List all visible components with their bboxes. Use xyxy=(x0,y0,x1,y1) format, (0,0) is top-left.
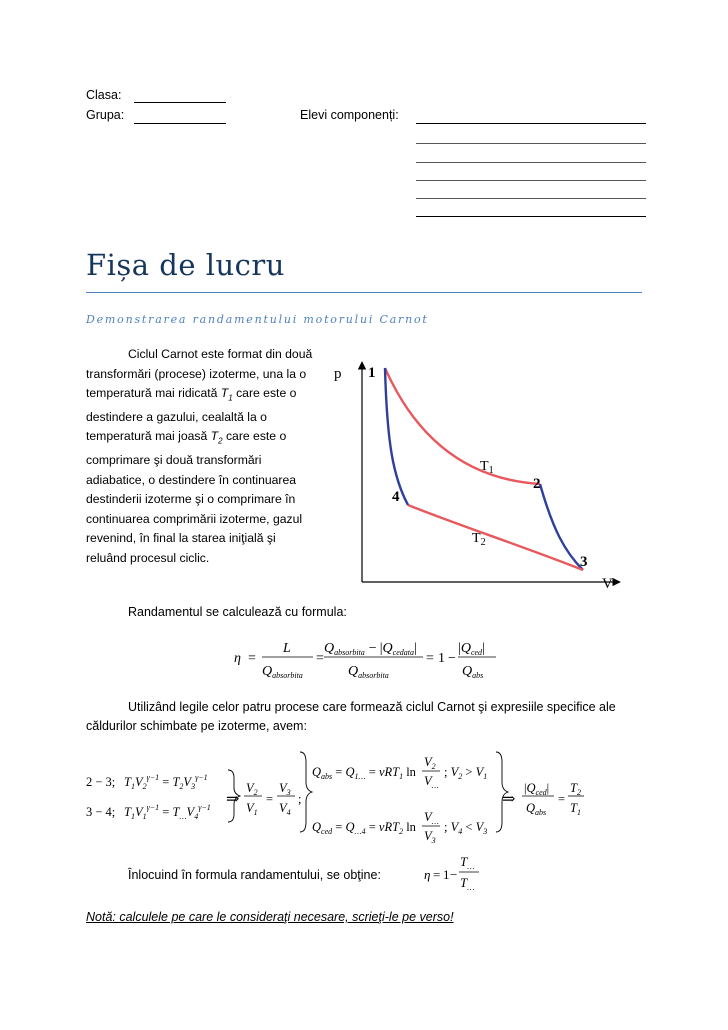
q-num-3-sub: ced xyxy=(470,648,483,657)
svg-text:T… xyxy=(460,875,474,892)
svg-text:V3: $V_3$ xyxy=(424,829,436,844)
row2-label: 3 − 4; xyxy=(86,805,116,819)
q-den-2: Q xyxy=(348,664,359,679)
svg-text:;: ; xyxy=(298,792,302,806)
page-subtitle: Demonstrarea randamentului motorului Carnot xyxy=(86,313,429,326)
t1-label xyxy=(480,459,494,476)
final-intro: Înlocuind în formula randamentului, se obţine: xyxy=(128,868,381,882)
t1-label-sub: 1 xyxy=(488,465,494,476)
axis-label-v: V xyxy=(602,576,613,592)
q-den-2-sub: absorbita xyxy=(358,671,389,680)
minus-2: − xyxy=(448,651,456,666)
final-formula xyxy=(424,852,494,896)
intro-t2-sub: 2 xyxy=(218,436,223,446)
students-label: Elevi componenți: xyxy=(300,108,399,122)
final-eta: η xyxy=(424,867,431,882)
note: Notă: calculele pe care le consideraţi necesare, scrieţi-le pe verso! xyxy=(86,910,454,924)
student-field-6[interactable] xyxy=(416,216,646,217)
intro-t1: T xyxy=(220,386,229,400)
svg-text:V2: $V_2$ xyxy=(424,755,436,771)
q-num-2b: Q xyxy=(382,641,393,656)
final-t-num: T xyxy=(460,854,468,869)
q-den-3: Q xyxy=(462,664,473,679)
frac1-numerator: L xyxy=(283,641,291,656)
svg-text:|Qced|: $|Q_{ced}|$ xyxy=(524,781,550,797)
q-num-3: Q xyxy=(460,641,471,656)
eq-1: = xyxy=(248,651,256,666)
group-field[interactable] xyxy=(134,123,226,124)
eq-2: = xyxy=(316,651,324,666)
carnot-pv-diagram xyxy=(325,352,630,597)
q-den-1-sub: absorbita xyxy=(272,671,303,680)
svg-text:V…: $V_\dots$ xyxy=(424,810,439,826)
frac3-numerator: $|Q_{ced}|$ xyxy=(458,641,485,657)
svg-text:; V2 > V1: ; $V_2 > V_1$ xyxy=(444,765,488,781)
student-field-4[interactable] xyxy=(416,180,646,181)
intro-paragraph xyxy=(86,345,318,568)
t1-label-main: T xyxy=(480,459,489,474)
final-one: 1 xyxy=(443,867,450,882)
student-field-1[interactable] xyxy=(416,123,646,124)
class-label: Clasa: xyxy=(86,88,122,102)
final-t-den: T xyxy=(460,875,468,890)
laws-system xyxy=(86,748,646,844)
svg-text:Qced = Q…4 = νRT2 ln: $Q_{ced} = Q_{\dots 4} = \nu RT_2$ ln xyxy=(312,820,416,836)
intro-t1-sub: 1 xyxy=(228,393,233,403)
svg-text:⇒: ⇒ xyxy=(502,791,516,808)
point-1-label: 1 xyxy=(368,365,376,381)
svg-text:T1: $T_1$ xyxy=(570,801,581,817)
final-t-num-sub: … xyxy=(467,862,475,871)
point-4-label: 4 xyxy=(392,489,400,505)
svg-text:V3: $V_3$ xyxy=(279,781,291,797)
laws-intro: Utilizând legile celor patru procese care formează ciclul Carnot şi expresiile specifice ale căldurilor schimbate pe izoterme, avem: xyxy=(86,700,616,733)
isotherm-t1-curve xyxy=(385,368,540,484)
title-divider xyxy=(86,292,642,293)
minus-1: − xyxy=(368,641,377,656)
t2-label-sub: 2 xyxy=(480,537,486,548)
point-2-label: 2 xyxy=(533,476,541,492)
intro-part-2: care este o destindere a gazului, cealaltă la o temperatură mai joasă xyxy=(86,386,297,444)
frac1-denominator xyxy=(262,664,303,680)
isotherm-t2-curve xyxy=(408,505,583,570)
svg-text:Qabs = Q1… = νRT1 ln: $Q_{abs} = Q_{1\dots} = \nu RT_1$ ln xyxy=(312,765,416,781)
svg-text:−: − xyxy=(450,867,458,882)
student-field-3[interactable] xyxy=(416,162,646,163)
svg-text:=: = xyxy=(266,792,274,806)
svg-text:T2: $T_2$ xyxy=(570,781,581,797)
svg-text:T1V1γ−1 = T…V4γ−1: $T_1V_1^{\gamma-1} = T_\dots V_4^{\gamma-1}$ xyxy=(124,803,211,821)
eq-3: = xyxy=(426,651,434,666)
row1-label: 2 − 3; xyxy=(86,775,116,789)
t2-label-main: T xyxy=(472,531,481,546)
adiabat-1-4-curve xyxy=(385,368,408,505)
svg-text:T… xyxy=(460,854,474,871)
point-3-label: 3 xyxy=(580,554,588,570)
eta-symbol: η xyxy=(234,651,241,666)
student-field-5[interactable] xyxy=(416,198,646,199)
q-num-2b-sub: cedata xyxy=(392,648,414,657)
axis-label-p: p xyxy=(334,366,342,382)
svg-text:; V4 < V3: ; $V_4 < V_3$ xyxy=(444,820,488,836)
svg-text:V1: $V_1$ xyxy=(246,801,258,817)
efficiency-intro: Randamentul se calculează cu formula: xyxy=(128,605,347,619)
intro-part-1: Ciclul Carnot este format din două transformări (procese) izoterme, una la o temperatură mai ridicată xyxy=(86,347,313,400)
svg-text:V…: $V_\dots$ xyxy=(424,774,439,790)
frac2-numerator: $Q_{absorbita} - |Q_{cedata}|$ xyxy=(324,641,417,657)
intro-part-3: care este o comprimare şi două transformări adiabatice, o destindere în continuarea destinderii izoterme şi o comprimare în continuarea comprimării izoterme, gazul revenind, în final la starea iniţială şi reluând procesul ciclic. xyxy=(86,429,303,565)
one: 1 xyxy=(438,651,445,666)
svg-text:=: = xyxy=(433,867,441,882)
page-title: Fișa de lucru xyxy=(86,248,285,282)
frac2-denominator xyxy=(348,664,389,680)
q-num-2a-sub: absorbita xyxy=(334,648,365,657)
frac3-denominator xyxy=(462,664,483,680)
q-den-1: Q xyxy=(262,664,273,679)
svg-text:⇒: ⇒ xyxy=(226,791,240,808)
q-den-3-sub: abs xyxy=(472,671,484,680)
efficiency-formula xyxy=(228,632,508,682)
final-t-den-sub: … xyxy=(467,883,475,892)
group-label: Grupa: xyxy=(86,108,125,122)
svg-text:=: = xyxy=(558,792,566,806)
svg-text:T1V2γ−1 = T2V3γ−1: $T_1V_2^{\gamma-1} = T_2V_3^{\gamma-1}$ xyxy=(124,773,208,791)
class-field[interactable] xyxy=(134,102,226,103)
svg-text:V4: $V_4$ xyxy=(279,801,291,817)
q-num-2a: Q xyxy=(324,641,335,656)
intro-t2: T xyxy=(210,429,219,444)
svg-text:V2: $V_2$ xyxy=(246,781,258,797)
student-field-2[interactable] xyxy=(416,143,646,144)
svg-text:Qabs: $Q_{abs}$ xyxy=(526,801,547,817)
